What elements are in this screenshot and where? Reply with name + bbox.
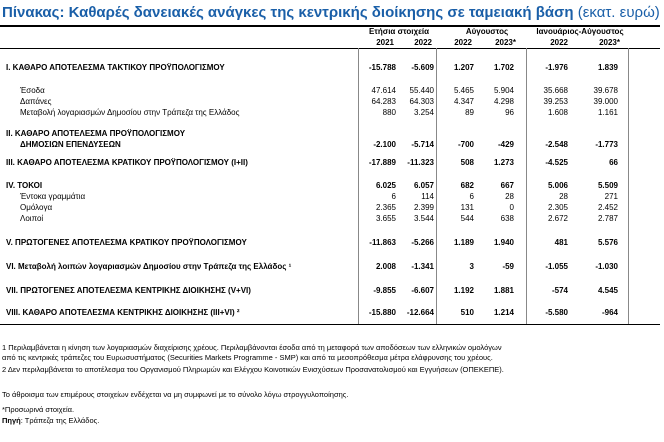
row-value: 39.000 [593,97,618,106]
row-value: 131 [460,203,474,212]
title-unit: (εκατ. ευρώ) [573,4,660,21]
year-col-4: 2023* [495,38,516,47]
row-value: 1.608 [547,108,568,117]
row-value: 510 [460,308,474,317]
row-value: -574 [551,286,568,295]
row-value: 638 [500,214,514,223]
row-value: -5.266 [411,238,434,247]
row-value: 1.881 [493,286,514,295]
row-value: 96 [505,108,514,117]
row-value: 5.904 [493,86,514,95]
row-value: 5.509 [597,181,618,190]
row-value: 1.189 [453,238,474,247]
row-value: -1.773 [595,140,618,149]
row-value: -5.609 [411,63,434,72]
row-label: Λοιποί [20,214,44,223]
row-value: 1.702 [493,63,514,72]
row-value: -6.607 [411,286,434,295]
row-label: VI. Μεταβολή λοιπών λογαριασμών Δημοσίου στην Τράπεζα της Ελλάδος ¹ [6,262,292,271]
row-value: -12.664 [406,308,434,317]
row-value: 1.839 [597,63,618,72]
footnote-2: 2 Δεν περιλαμβάνεται το αποτέλεσμα του Οργανισμού Πληρωμών και Ελέγχου Κοινοτικών Ενισχύσεων Προσανατολισμού και Εγγυήσεων (ΟΠΕΚΕΠΕ). [2,365,504,374]
row-value: 4.298 [493,97,514,106]
row-value: -700 [457,140,474,149]
row-label: Δαπάνες [20,97,52,106]
row-value: 6 [469,192,474,201]
row-value: 271 [604,192,618,201]
row-value: 2.305 [547,203,568,212]
row-value: 2.452 [597,203,618,212]
row-value: -1.055 [545,262,568,271]
row-value: -17.889 [368,158,396,167]
row-value: 64.283 [371,97,396,106]
header-rule [0,48,660,49]
row-value: 544 [460,214,474,223]
row-value: -4.525 [545,158,568,167]
row-value: 682 [460,181,474,190]
row-value: -59 [502,262,514,271]
row-value: 2.365 [375,203,396,212]
row-value: -5.714 [411,140,434,149]
row-label: Έσοδα [20,86,45,95]
row-value: 6.025 [375,181,396,190]
row-value: 5.006 [547,181,568,190]
header-janaug: Ιανουάριος-Αύγουστος [536,27,624,36]
row-value: 1.214 [493,308,514,317]
source-text: : Τράπεζα της Ελλάδος. [20,416,100,425]
row-value: 5.576 [597,238,618,247]
row-value: -429 [497,140,514,149]
row-value: 3.544 [413,214,434,223]
row-value: -9.855 [373,286,396,295]
row-value: -2.548 [545,140,568,149]
source-label: Πηγή [2,416,21,425]
row-value: 6.057 [413,181,434,190]
row-value: 3.254 [413,108,434,117]
row-value: -15.788 [368,63,396,72]
year-col-1: 2021 [376,38,394,47]
row-value: 66 [609,158,618,167]
row-value: 880 [382,108,396,117]
column-separator [628,48,629,324]
header-annual: Ετήσια στοιχεία [368,27,430,36]
row-value: 47.614 [371,86,396,95]
row-value: -15.880 [368,308,396,317]
year-col-2: 2022 [414,38,432,47]
row-value: -964 [601,308,618,317]
provisional-note: *Προσωρινά στοιχεία. [2,405,75,414]
row-value: 1.940 [493,238,514,247]
row-value: -11.863 [369,238,396,247]
row-label: VIII. ΚΑΘΑΡΟ ΑΠΟΤΕΛΕΣΜΑ ΚΕΝΤΡΙΚΗΣ ΔΙΟΙΚΗΣΗΣ (III+VI) ² [6,308,240,317]
row-value: 3 [469,262,474,271]
row-value: 4.347 [453,97,474,106]
row-value: 667 [500,181,514,190]
row-value: 35.668 [543,86,568,95]
column-separator [526,48,527,324]
row-value: 508 [460,158,474,167]
row-value: 28 [559,192,568,201]
row-value: 1.207 [453,63,474,72]
row-value: -1.030 [595,262,618,271]
row-value: 64.303 [409,97,434,106]
row-value: 39.253 [543,97,568,106]
row-value: 2.672 [547,214,568,223]
year-col-5: 2022 [550,38,568,47]
row-label: II. ΚΑΘΑΡΟ ΑΠΟΤΕΛΕΣΜΑ ΠΡΟΫΠΟΛΟΓΙΣΜΟΥ [6,129,186,138]
row-value: 2.008 [375,262,396,271]
row-value: -11.323 [407,158,434,167]
row-value: -1.976 [545,63,568,72]
row-label: VII. ΠΡΩΤΟΓΕΝΕΣ ΑΠΟΤΕΛΕΣΜΑ ΚΕΝΤΡΙΚΗΣ ΔΙΟΙΚΗΣΗΣ (V+VI) [6,286,251,295]
bottom-rule [0,324,660,325]
row-value: 2.787 [597,214,618,223]
row-value: 4.545 [597,286,618,295]
row-label: IV. ΤΟΚΟΙ [6,181,43,190]
row-label: ΔΗΜΟΣΙΩΝ ΕΠΕΝΔΥΣΕΩΝ [20,140,121,149]
row-value: 114 [421,192,434,201]
table-title [2,1,660,25]
row-value: 0 [509,203,514,212]
row-label: Έντοκα γραμμάτια [20,192,86,201]
row-value: 1.273 [493,158,514,167]
year-col-3: 2022 [454,38,472,47]
source-note [2,416,657,426]
row-value: -1.341 [411,262,434,271]
row-value: 55.440 [409,86,434,95]
row-value: 39.678 [593,86,618,95]
footnote-1a: 1 Περιλαμβάνεται η κίνηση των λογαριασμών διαχείρισης χρέους. Περιλαμβάνονται έσοδα από τη μεταφορά των αποδόσεων των ελληνικών ομολόγων [2,343,502,352]
row-value: 481 [554,238,568,247]
row-label: Ομόλογα [20,203,53,212]
row-value: -2.100 [373,140,396,149]
row-value: 3.655 [375,214,396,223]
row-label: III. ΚΑΘΑΡΟ ΑΠΟΤΕΛΕΣΜΑ ΚΡΑΤΙΚΟΥ ΠΡΟΫΠΟΛΟΓΙΣΜΟΥ (I+II) [6,158,248,167]
year-col-6: 2023* [599,38,620,47]
row-value: 1.161 [597,108,618,117]
row-value: 5.465 [453,86,474,95]
row-value: -5.580 [545,308,568,317]
footnote-1b: από τις κεντρικές τράπεζες του Ευρωσυστήματος (Securities Markets Programme - SMP) και από τα μεσοπρόθεσμα μέτρα ελάφρυνσης του χρέους. [2,353,493,362]
row-value: 28 [505,192,514,201]
header-august: Αύγουστος [465,27,509,36]
row-value: 2.399 [413,203,434,212]
row-value: 1.192 [453,286,474,295]
row-value: 89 [465,108,474,117]
rounding-note: Το άθροισμα των επιμέρους στοιχείων ενδέχεται να μη συμφωνεί με το σύνολο λόγω στρογγυλοποίησης. [2,390,349,399]
row-label: V. ΠΡΩΤΟΓΕΝΕΣ ΑΠΟΤΕΛΕΣΜΑ ΚΡΑΤΙΚΟΥ ΠΡΟΫΠΟΛΟΓΙΣΜΟΥ [6,238,247,247]
title-main: Πίνακας: Καθαρές δανειακές ανάγκες της κεντρικής διοίκησης σε ταμειακή βάση [2,4,574,21]
row-value: 6 [391,192,396,201]
row-label: Μεταβολή λογαριασμών Δημοσίου στην Τράπεζα της Ελλάδος [20,108,240,117]
row-label: I. ΚΑΘΑΡΟ ΑΠΟΤΕΛΕΣΜΑ ΤΑΚΤΙΚΟΥ ΠΡΟΫΠΟΛΟΓΙΣΜΟΥ [6,63,225,72]
